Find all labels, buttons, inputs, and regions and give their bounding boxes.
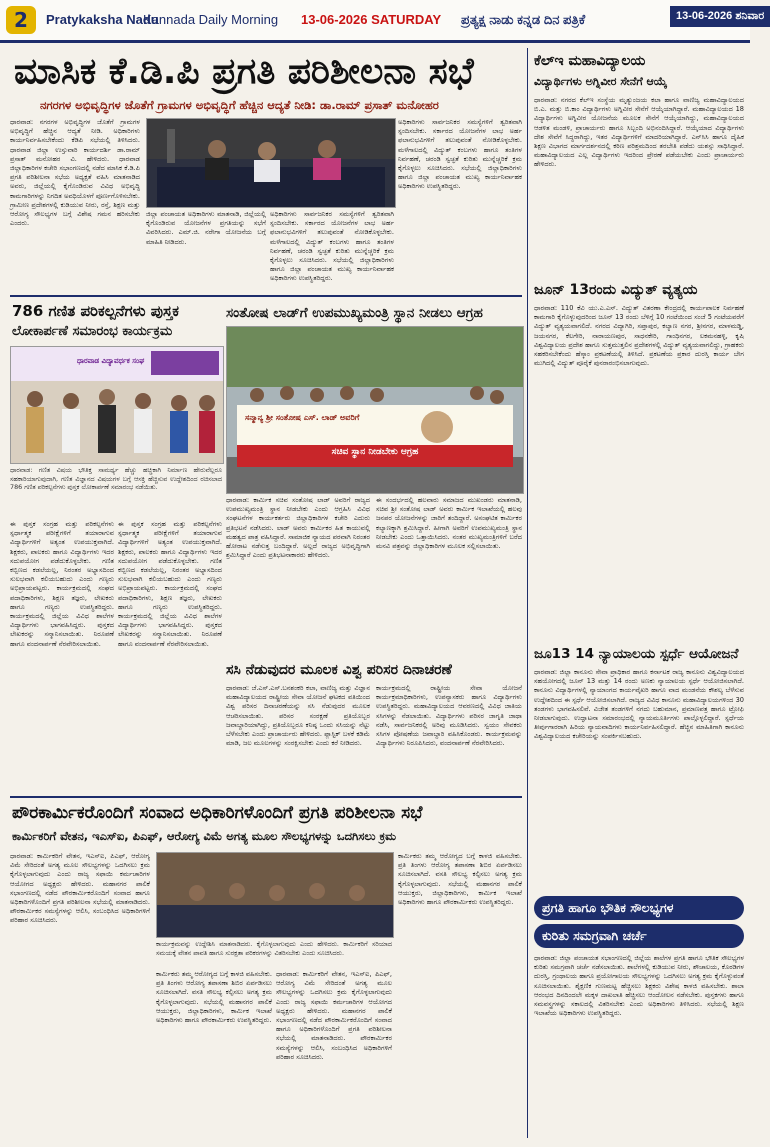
gk-caption: ಧಾರವಾಡ: ಗಣಿತ ವಿಷಯ ಭೌತಿಕ್ತ ಸಾಮರ್ಥ್ಯ ಹೆಚ್ಚು ಹಚ್ಚಿಕಾಗಿ ನಿರ್ಮಾಣ ಹೇರುವೆಲ್ಲರೂ ಸಹಕಾರಿಯಾಗುವುದಾಗಿ, ಗಣಿತ ವಿಜ್ಞಾನದ ವಿಷಯಗಳ ಬಗ್ಗೆ ಆಸಕ್ತಿ ಹೆಚ್ಚಿಸುವ ಉದ್ದೇಶದಿಂದ ರಚಿಸಲಾದ 786 ಗಣಿತ ಪರಿಕಲ್ಪನೆಗಳು ಪುಸ್ತಕ ಲೋಕಾರ್ಪಣೆ ಸಮಾರಂಭ ನಡೆಯಿತು. bbox=[10, 466, 222, 492]
lead-body-left: ಧಾರವಾಡ: ನಗರಗಳ ಅಭಿವೃದ್ಧಿಗಳ ಜೊತೆಗೆ ಗ್ರಾಮಗಳ ಅಭಿವೃದ್ಧಿಗೆ ಹೆಚ್ಚಿನ ಆದ್ಯತೆ ನೀಡಿ. ಅಧಿಕಾರಿಗಳು ಕಾರ್ಯನಿರ್ವಹಿಸಬೇಕೆಂದು ಕೆಡಿಪಿ ಸಭೆಯಲ್ಲಿ ತಿಳಿಸಿದರು. ಧಾರವಾಡ ಜಿಲ್ಲಾ ಉಸ್ತುವಾರಿ ಕಾರ್ಯದರ್ಶಿ ಡಾ.ರಾಮ್ ಪ್ರಸಾತ್ ಮನೋಹರ ವಿ. ಹೇಳಿದರು. ಧಾರವಾಡ ಜಿಲ್ಲಾಧಿಕಾರಿಗಳ ಕಚೇರಿ ಸಭಾಂಗಣದಲ್ಲಿ ನಡೆದ ಮಾಸಿಕ ಕೆ.ಡಿ.ಪಿ ಪ್ರಗತಿ ಪರಿಶೀಲನಾ ಸಭೆಯ ಅಧ್ಯಕ್ಷತೆ ವಹಿಸಿ ಮಾತನಾಡಿದ ಅವರು, ಜಿಲ್ಲೆಯಲ್ಲಿ ಕೈಗೊಂಡಿರುವ ವಿವಿಧ ಅಭಿವೃದ್ಧಿ ಕಾಮಗಾರಿಗಳನ್ನು ನಿಗದಿತ ಅವಧಿಯೊಳಗೆ ಪೂರ್ಣಗೊಳಿಸಬೇಕು. ಗ್ರಾಮೀಣ ಪ್ರದೇಶಗಳಲ್ಲಿ ಕುಡಿಯುವ ನೀರು, ರಸ್ತೆ, ಶಿಕ್ಷಣ ಮತ್ತು ಆರೋಗ್ಯ ಸೌಲಭ್ಯಗಳ ಬಗ್ಗೆ ವಿಶೇಷ ಗಮನ ಹರಿಸಬೇಕು ಎಂದರು. bbox=[10, 118, 140, 228]
page-number-badge: 2 bbox=[6, 6, 36, 34]
santosh-banner-line1: ಸನ್ಮಾನ್ಯ ಶ್ರೀ ಸಂತೋಷ ಎಸ್. ಲಾಡ್ ಅವರಿಗೆ bbox=[245, 413, 360, 422]
power-cut-headline: ಜೂನ್ 13ರಂದು ವಿದ್ಯುತ್ ವ್ಯತ್ಯಯ bbox=[534, 282, 698, 298]
pk-meeting-photo bbox=[157, 853, 393, 937]
gk-subhead: ಲೋಕಾರ್ಪಣೆ ಸಮಾರಂಭ ಕಾರ್ಯಕ್ರಮ bbox=[12, 324, 173, 339]
santosh-headline: ಸಂತೋಷ ಲಾಡ್‌ಗೆ ಉಪಮುಖ್ಯಮಂತ್ರಿ ಸ್ಥಾನ ನೀಡಲು ಆಗ್ರಹ bbox=[226, 305, 483, 321]
masthead bbox=[0, 0, 765, 43]
moot-court-headline: ಜೂ13 14 ನ್ಯಾಯಾಲಯ ಸ್ಪರ್ಧೆ ಆಯೋಜನೆ bbox=[534, 646, 739, 662]
santosh-photo bbox=[226, 326, 524, 494]
sasi-body-right: ಕಾರ್ಯಕ್ರಮದಲ್ಲಿ ರಾಷ್ಟ್ರೀಯ ಸೇವಾ ಯೋಜನೆ ಕಾರ್ಯಕ್ರಮಾಧಿಕಾರಿಗಳು, ಉಪನ್ಯಾಸಕರು ಹಾಗೂ ವಿದ್ಯಾರ್ಥಿಗಳು ಉಪಸ್ಥಿತರಿದ್ದರು. ಮಹಾವಿದ್ಯಾಲಯದ ಆವರಣದಲ್ಲಿ ವಿವಿಧ ಜಾತಿಯ ಸಸಿಗಳನ್ನು ನೆಡಲಾಯಿತು. ವಿದ್ಯಾರ್ಥಿಗಳು ಪರಿಸರ ಜಾಗೃತಿ ಜಾಥಾ ನಡೆಸಿ, ಸಾರ್ವಜನಿಕರಲ್ಲಿ ಅರಿವು ಮೂಡಿಸಿದರು. ಸ್ವಯಂ ಸೇವಕರು ಸಸಿಗಳ ಪೋಷಣೆಯ ಜವಾಬ್ದಾರಿ ವಹಿಸಿಕೊಂಡರು. ಕಾರ್ಯಕ್ರಮವನ್ನು ವಿದ್ಯಾರ್ಥಿಗಳು ನಿರೂಪಿಸಿದರು, ವಂದನಾರ್ಪಣೆ ನೆರವೇರಿಸಿದರು. bbox=[376, 684, 522, 748]
santosh-banner-line2: ಸಚಿವ ಸ್ಥಾನ ನೀಡಬೇಕು ಆಗ್ರಹ bbox=[331, 447, 419, 457]
pk-body-left: ಧಾರವಾಡ: ಕಾರ್ಮಿಕರಿಗೆ ವೇತನ, ಇಎಸ್‌ಐ, ಪಿಎಫ್, ಆರೋಗ್ಯ ವಿಮೆ ಸೇರಿದಂತೆ ಅಗತ್ಯ ಮೂಲ ಸೌಲಭ್ಯಗಳನ್ನು ಒದಗಿಸಲು ಕ್ರಮ ಕೈಗೊಳ್ಳಲಾಗುವುದು ಎಂದು ರಾಜ್ಯ ಸಫಾಯಿ ಕರ್ಮಚಾರಿಗಳ ಆಯೋಗದ ಅಧ್ಯಕ್ಷರು ಹೇಳಿದರು. ಮಹಾನಗರ ಪಾಲಿಕೆ ಸಭಾಂಗಣದಲ್ಲಿ ನಡೆದ ಪೌರಕಾರ್ಮಿಕರೊಂದಿಗೆ ಸಂವಾದ ಹಾಗೂ ಅಧಿಕಾರಿಗಳೊಂದಿಗೆ ಪ್ರಗತಿ ಪರಿಶೀಲನಾ ಸಭೆಯಲ್ಲಿ ಮಾತನಾಡಿದರು. ಪೌರಕಾರ್ಮಿಕರ ಸಮಸ್ಯೆಗಳನ್ನು ಆಲಿಸಿ, ಸಂಬಂಧಿಸಿದ ಅಧಿಕಾರಿಗಳಿಗೆ ಪರಿಹಾರ ಸೂಚಿಸಿದರು. bbox=[10, 852, 150, 925]
pk-photo-caption: ಕಾರ್ಯಕ್ರಮವನ್ನು ಉದ್ದೇಶಿಸಿ ಮಾತನಾಡಿದರು. ಕೈಗೊಳ್ಳಲಾಗುವುದು ಎಂದು ಹೇಳಿದರು. ಕಾರ್ಮಿಕರಿಗೆ ಸರಿಯಾದ ಸಮಯಕ್ಕೆ ವೇತನ ಪಾವತಿ ಹಾಗೂ ಸುರಕ್ಷತಾ ಪರಿಕರಗಳನ್ನು ವಿತರಿಸಬೇಕು ಎಂದು ಸೂಚಿಸಿದರು. bbox=[156, 940, 392, 957]
sasi-body-left: ಧಾರವಾಡ: ಜೆ.ಎಸ್.ಎಸ್.ಬನಶಂಕರಿ ಕಲಾ, ವಾಣಿಜ್ಯ ಮತ್ತು ವಿಜ್ಞಾನ ಮಹಾವಿದ್ಯಾಲಯದ ರಾಷ್ಟ್ರೀಯ ಸೇವಾ ಯೋಜನೆ ಘಟಕದ ವತಿಯಿಂದ ವಿಶ್ವ ಪರಿಸರ ದಿನಾಚರಣೆಯನ್ನು ಸಸಿ ನೆಡುವುದರ ಮೂಲಕ ಆಚರಿಸಲಾಯಿತು. ಪರಿಸರ ಸಂರಕ್ಷಣೆ ಪ್ರತಿಯೊಬ್ಬರ ಜವಾಬ್ದಾರಿಯಾಗಿದ್ದು, ಪ್ರತಿಯೊಬ್ಬರೂ ಕನಿಷ್ಠ ಒಂದು ಸಸಿಯನ್ನು ನೆಟ್ಟು ಬೆಳೆಸಬೇಕು ಎಂದು ಪ್ರಾಚಾರ್ಯರು ಹೇಳಿದರು. ಪ್ಲಾಸ್ಟಿಕ್ ಬಳಕೆ ಕಡಿಮೆ ಮಾಡಿ, ಜಲ ಮೂಲಗಳನ್ನು ಸಂರಕ್ಷಿಸಬೇಕು ಎಂದು ಕರೆ ನೀಡಿದರು. bbox=[226, 684, 370, 748]
paper-name-kannada: ಪ್ರತ್ಯಕ್ಷ ನಾಡು ಕನ್ನಡ ದಿನ ಪತ್ರಿಕೆ bbox=[461, 12, 586, 27]
lead-headline: ಮಾಸಿಕ ಕೆ.ಡಿ.ಪಿ ಪ್ರಗತಿ ಪರಿಶೀಲನಾ ಸಭೆ bbox=[14, 51, 474, 92]
lead-photo bbox=[146, 118, 396, 208]
pk-headline: ಪೌರಕಾರ್ಮಿಕರೊಂದಿಗೆ ಸಂವಾದ ಅಧಿಕಾರಿಗಳೊಂದಿಗೆ ಪ್ರಗತಿ ಪರಿಶೀಲನಾ ಸಭೆ bbox=[12, 803, 423, 823]
pk-body-mid2: ಧಾರವಾಡ: ಕಾರ್ಮಿಕರಿಗೆ ವೇತನ, ಇಎಸ್‌ಐ, ಪಿಎಫ್, ಆರೋಗ್ಯ ವಿಮೆ ಸೇರಿದಂತೆ ಅಗತ್ಯ ಮೂಲ ಸೌಲಭ್ಯಗಳನ್ನು ಒದಗಿಸಲು ಕ್ರಮ ಕೈಗೊಳ್ಳಲಾಗುವುದು ಎಂದು ರಾಜ್ಯ ಸಫಾಯಿ ಕರ್ಮಚಾರಿಗಳ ಆಯೋಗದ ಅಧ್ಯಕ್ಷರು ಹೇಳಿದರು. ಮಹಾನಗರ ಪಾಲಿಕೆ ಸಭಾಂಗಣದಲ್ಲಿ ನಡೆದ ಪೌರಕಾರ್ಮಿಕರೊಂದಿಗೆ ಸಂವಾದ ಹಾಗೂ ಅಧಿಕಾರಿಗಳೊಂದಿಗೆ ಪ್ರಗತಿ ಪರಿಶೀಲನಾ ಸಭೆಯಲ್ಲಿ ಮಾತನಾಡಿದರು. ಪೌರಕಾರ್ಮಿಕರ ಸಮಸ್ಯೆಗಳನ್ನು ಆಲಿಸಿ, ಸಂಬಂಧಿಸಿದ ಅಧಿಕಾರಿಗಳಿಗೆ ಪರಿಹಾರ ಸೂಚಿಸಿದರು. bbox=[276, 970, 392, 1061]
meeting-photo bbox=[147, 119, 395, 207]
section-divider-2 bbox=[10, 796, 522, 798]
paper-name: Pratykaksha Nadu bbox=[46, 12, 159, 27]
lead-body-right-col: ಅಧಿಕಾರಿಗಳು ಸಾರ್ವಜನಿಕರ ಸಮಸ್ಯೆಗಳಿಗೆ ತ್ವರಿತವಾಗಿ ಸ್ಪಂದಿಸಬೇಕು. ಸರ್ಕಾರದ ಯೋಜನೆಗಳ ಲಾಭ ಅರ್ಹ ಫಲಾನುಭವಿಗಳಿಗೆ ತಲುಪುವಂತೆ ನೋಡಿಕೊಳ್ಳಬೇಕು. ಮಳೆಗಾಲದಲ್ಲಿ ವಿದ್ಯುತ್ ಕಂಬಗಳು ಹಾಗೂ ತಂತಿಗಳ ನಿರ್ವಹಣೆ, ಚರಂಡಿ ಸ್ವಚ್ಛತೆ ಕುರಿತು ಮುನ್ನೆಚ್ಚರಿಕೆ ಕ್ರಮ ಕೈಗೊಳ್ಳಲು ಸೂಚಿಸಿದರು. ಸಭೆಯಲ್ಲಿ ಜಿಲ್ಲಾಧಿಕಾರಿಗಳು ಹಾಗೂ ಜಿಲ್ಲಾ ಪಂಚಾಯತ ಮುಖ್ಯ ಕಾರ್ಯನಿರ್ವಾಹಕ ಅಧಿಕಾರಿಗಳು ಉಪಸ್ಥಿತರಿದ್ದರು. bbox=[398, 118, 522, 191]
pk-photo bbox=[156, 852, 394, 938]
lead-subhead: ನಗರಗಳ ಅಭಿವೃದ್ಧಿಗಳ ಜೊತೆಗೆ ಗ್ರಾಮಗಳ ಅಭಿವೃದ್ಧಿಗೆ ಹೆಚ್ಚಿನ ಆದ್ಯತೆ ನೀಡಿ: ಡಾ.ರಾಮ್ ಪ್ರಸಾತ್ ಮನೋಹರ bbox=[40, 98, 439, 112]
kle-body: ಧಾರವಾಡ: ನಗರದ ಕೆಲ್‌ಇ ಸಂಸ್ಥೆಯ ಮೃತ್ಯುಂಜಯ ಕಲಾ ಹಾಗೂ ವಾಣಿಜ್ಯ ಮಹಾವಿದ್ಯಾಲಯದ ಬಿ.ಎ. ಮತ್ತು ಬಿ.ಕಾಂ ವಿದ್ಯಾರ್ಥಿಗಳು ಅಗ್ನಿವೀರ ಸೇನೆಗೆ ಆಯ್ಕೆಯಾಗಿದ್ದಾರೆ. ಮಹಾವಿದ್ಯಾಲಯದ 18 ವಿದ್ಯಾರ್ಥಿಗಳು ಅಗ್ನಿವೀರ ಯೋಜನೆಯ ಮೂಲಕ ಸೇನೆಗೆ ಆಯ್ಕೆಯಾಗಿದ್ದು, ಮಹಾವಿದ್ಯಾಲಯದ ಆಡಳಿತ ಮಂಡಳಿ, ಪ್ರಾಚಾರ್ಯರು ಹಾಗೂ ಸಿಬ್ಬಂದಿ ಅಭಿನಂದಿಸಿದ್ದಾರೆ. ಆಯ್ಕೆಯಾದ ವಿದ್ಯಾರ್ಥಿಗಳು ದೇಶ ಸೇವೆಗೆ ಸಿದ್ಧರಾಗಿದ್ದು, ಇತರ ವಿದ್ಯಾರ್ಥಿಗಳಿಗೆ ಮಾದರಿಯಾಗಿದ್ದಾರೆ. ಎನ್‌ಸಿಸಿ ಹಾಗೂ ದೈಹಿಕ ಶಿಕ್ಷಣ ವಿಭಾಗದ ಮಾರ್ಗದರ್ಶನದಲ್ಲಿ ಕಠಿಣ ಪರಿಶ್ರಮದಿಂದ ತರಬೇತಿ ಪಡೆದು ಯಶಸ್ಸು ಸಾಧಿಸಿದ್ದಾರೆ. ಮಹಾವಿದ್ಯಾಲಯದ ಎಲ್ಲ ವಿದ್ಯಾರ್ಥಿಗಳು ಇದರಿಂದ ಪ್ರೇರಣೆ ಪಡೆಯಬೇಕು ಎಂದು ಪ್ರಾಚಾರ್ಯರು ಹೇಳಿದರು. bbox=[534, 96, 744, 169]
paper-subtitle: Kannada Daily Morning bbox=[143, 12, 279, 27]
column-rule bbox=[527, 48, 528, 1138]
kle-headline-line2: ವಿದ್ಯಾರ್ಥಿಗಳು ಅಗ್ನಿವೀರ ಸೇನೆಗೆ ಆಯ್ಕೆ bbox=[534, 75, 668, 88]
gk-headline: 786 ಗಣಿತ ಪರಿಕಲ್ಪನೆಗಳು ಪುಸ್ತಕ bbox=[12, 302, 179, 320]
kle-headline-line1: ಕೆಲ್‌ಇ ಮಹಾವಿದ್ಯಾಲಯ bbox=[534, 53, 646, 69]
santosh-body-left: ಧಾರವಾಡ: ಕಾರ್ಮಿಕ ಸಚಿವ ಸಂತೋಷ ಲಾಡ್ ಅವರಿಗೆ ರಾಜ್ಯದ ಉಪಮುಖ್ಯಮಂತ್ರಿ ಸ್ಥಾನ ನೀಡಬೇಕು ಎಂದು ಆಗ್ರಹಿಸಿ ವಿವಿಧ ಸಂಘಟನೆಗಳ ಕಾರ್ಯಕರ್ತರು ಜಿಲ್ಲಾಧಿಕಾರಿಗಳ ಕಚೇರಿ ಎದುರು ಪ್ರತಿಭಟನೆ ನಡೆಸಿದರು. ಲಾಡ್ ಅವರು ಕಾರ್ಮಿಕರ ಹಿತ ಕಾಯುವಲ್ಲಿ ಮಹತ್ವದ ಪಾತ್ರ ವಹಿಸಿದ್ದಾರೆ. ಸಾಮಾಜಿಕ ನ್ಯಾಯದ ಪರವಾಗಿ ನಿರಂತರ ಹೋರಾಟ ನಡೆಸುತ್ತ ಬಂದಿದ್ದಾರೆ. ಅಲ್ಲದೆ ರಾಜ್ಯದ ಅಭಿವೃದ್ಧಿಗಾಗಿ ಶ್ರಮಿಸಿದ್ದಾರೆ ಎಂದು ಪ್ರತಿಭಟನಾಕಾರರು ಹೇಳಿದರು. bbox=[226, 496, 370, 560]
pk-body-mid: ಕಾರ್ಮಿಕರು ತಮ್ಮ ಆರೋಗ್ಯದ ಬಗ್ಗೆ ಕಾಳಜಿ ವಹಿಸಬೇಕು. ಪ್ರತಿ ತಿಂಗಳು ಆರೋಗ್ಯ ತಪಾಸಣಾ ಶಿಬಿರ ಏರ್ಪಡಿಸಲು ಸೂಚಿಸಲಾಗಿದೆ. ವಸತಿ ಸೌಲಭ್ಯ ಕಲ್ಪಿಸಲು ಅಗತ್ಯ ಕ್ರಮ ಕೈಗೊಳ್ಳಲಾಗುವುದು. ಸಭೆಯಲ್ಲಿ ಮಹಾನಗರ ಪಾಲಿಕೆ ಆಯುಕ್ತರು, ಜಿಲ್ಲಾಧಿಕಾರಿಗಳು, ಕಾರ್ಮಿಕ ಇಲಾಖೆ ಅಧಿಕಾರಿಗಳು ಹಾಗೂ ಪೌರಕಾರ್ಮಿಕರು ಉಪಸ್ಥಿತರಿದ್ದರು. bbox=[156, 970, 272, 1025]
date-line: 13-06-2026 SATURDAY bbox=[301, 12, 442, 27]
protest-photo bbox=[227, 327, 523, 493]
power-cut-body: ಧಾರವಾಡ: 110 ಕೆವಿ ಯು.ಎ.ಎಸ್. ವಿದ್ಯುತ್ ವಿತರಣಾ ಕೇಂದ್ರದಲ್ಲಿ ಕಾರ್ಯಪಾಲಕ ನಿರ್ವಹಣೆ ಕಾಮಗಾರಿ ಕೈಗೊಳ್ಳುವುದರಿಂದ ಜೂನ್ 13 ರಂದು ಬೆಳಿಗ್ಗೆ 10 ಗಂಟೆಯಿಂದ ಸಂಜೆ 5 ಗಂಟೆಯವರೆಗೆ ವಿದ್ಯುತ್ ವ್ಯತ್ಯಯವಾಗಲಿದೆ. ನಗರದ ವಿದ್ಯಾಗಿರಿ, ಸಪ್ತಾಪುರ, ಕಲ್ಯಾಣ ನಗರ, ಶ್ರೀನಗರ, ಮಾಳಮಡ್ಡಿ, ಜಯನಗರ, ಕೆಲಗೇರಿ, ನಾರಾಯಣಪುರ, ಸಾಧನಕೇರಿ, ಗಾಂಧಿನಗರ, ಲಕಮನಹಳ್ಳಿ, ಕೃಷಿ ವಿಶ್ವವಿದ್ಯಾಲಯ ಪ್ರದೇಶ ಹಾಗೂ ಸುತ್ತಮುತ್ತಲಿನ ಪ್ರದೇಶಗಳಲ್ಲಿ ವಿದ್ಯುತ್ ವ್ಯತ್ಯಯವಾಗಲಿದ್ದು, ಗ್ರಾಹಕರು ಸಹಕರಿಸಬೇಕೆಂದು ಹೆಸ್ಕಾಂ ಪ್ರಕಟಣೆಯಲ್ಲಿ ತಿಳಿಸಿದೆ. ಪ್ರಕಟಣೆಯ ಪ್ರಕಾರ ದುರಸ್ತಿ ಕಾರ್ಯ ಬೇಗ ಮುಗಿದಲ್ಲಿ ವಿದ್ಯುತ್ ಪೂರೈಕೆ ಪುನರಾರಂಭಿಸಲಾಗುವುದು. bbox=[534, 304, 744, 368]
gk-banner-text: ಧಾರವಾಡ ವಿದ್ಯಾವರ್ಧಕ ಸಂಘ bbox=[77, 357, 145, 365]
sasi-headline: ಸಸಿ ನೆಡುವುದರ ಮೂಲಕ ವಿಶ್ವ ಪರಿಸರ ದಿನಾಚರಣೆ bbox=[226, 662, 452, 678]
lead-body-mid: ಜಿಲ್ಲಾ ಪಂಚಾಯತ ಅಧಿಕಾರಿಗಳು ಮಾತನಾಡಿ, ಜಿಲ್ಲೆಯಲ್ಲಿ ಕೈಗೊಂಡಿರುವ ಯೋಜನೆಗಳ ಪ್ರಗತಿಯನ್ನು ಸಭೆಗೆ ವಿವರಿಸಿದರು. ಎಮ್.ಜಿ. ನರೇಗಾ ಯೋಜನೆಯ ಬಗ್ಗೆ ಮಾಹಿತಿ ನೀಡಿದರು. bbox=[146, 210, 266, 246]
pk-body-right: ಕಾರ್ಮಿಕರು ತಮ್ಮ ಆರೋಗ್ಯದ ಬಗ್ಗೆ ಕಾಳಜಿ ವಹಿಸಬೇಕು. ಪ್ರತಿ ತಿಂಗಳು ಆರೋಗ್ಯ ತಪಾಸಣಾ ಶಿಬಿರ ಏರ್ಪಡಿಸಲು ಸೂಚಿಸಲಾಗಿದೆ. ವಸತಿ ಸೌಲಭ್ಯ ಕಲ್ಪಿಸಲು ಅಗತ್ಯ ಕ್ರಮ ಕೈಗೊಳ್ಳಲಾಗುವುದು. ಸಭೆಯಲ್ಲಿ ಮಹಾನಗರ ಪಾಲಿಕೆ ಆಯುಕ್ತರು, ಜಿಲ್ಲಾಧಿಕಾರಿಗಳು, ಕಾರ್ಮಿಕ ಇಲಾಖೆ ಅಧಿಕಾರಿಗಳು ಹಾಗೂ ಪೌರಕಾರ್ಮಿಕರು ಉಪಸ್ಥಿತರಿದ್ದರು. bbox=[398, 852, 522, 907]
gk-body-col2: ಈ ಪುಸ್ತಕ ಸಂಗ್ರಹ ಮತ್ತು ಪರಿಕಲ್ಪನೆಗಳು ಸ್ಪರ್ಧಾತ್ಮಕ ಪರೀಕ್ಷೆಗಳಿಗೆ ತಯಾರಾಗುವ ವಿದ್ಯಾರ್ಥಿಗಳಿಗೆ ಅತ್ಯಂತ ಉಪಯುಕ್ತವಾಗಿದೆ. ಶಿಕ್ಷಕರು, ಪಾಲಕರು ಹಾಗೂ ವಿದ್ಯಾರ್ಥಿಗಳು ಇದರ ಸದುಪಯೋಗ ಪಡೆದುಕೊಳ್ಳಬೇಕು. ಗಣಿತ ಕಬ್ಬಿಣದ ಕಡಲೆಯಲ್ಲ, ನಿರಂತರ ಅಭ್ಯಾಸದಿಂದ ಸುಲಭವಾಗಿ ಕಲಿಯಬಹುದು ಎಂದು ಗಣ್ಯರು ಅಭಿಪ್ರಾಯಪಟ್ಟರು. ಕಾರ್ಯಕ್ರಮದಲ್ಲಿ ಸಂಘದ ಪದಾಧಿಕಾರಿಗಳು, ಶಿಕ್ಷಣ ತಜ್ಞರು, ಲೇಖಕರು ಹಾಗೂ ಗಣ್ಯರು ಉಪಸ್ಥಿತರಿದ್ದರು. ಕಾರ್ಯಕ್ರಮದಲ್ಲಿ ಜಿಲ್ಲೆಯ ವಿವಿಧ ಶಾಲೆಗಳ ವಿದ್ಯಾರ್ಥಿಗಳು ಭಾಗವಹಿಸಿದ್ದರು. ಪುಸ್ತಕದ ಲೇಖಕರನ್ನು ಸನ್ಮಾನಿಸಲಾಯಿತು. ನಿರೂಪಣೆ ಹಾಗೂ ವಂದನಾರ್ಪಣೆ ನೆರವೇರಿಸಲಾಯಿತು. bbox=[118, 520, 222, 648]
pk-subhead: ಕಾರ್ಮಿಕರಿಗೆ ವೇತನ, ಇಎಸ್‌ಐ, ಪಿಎಫ್, ಆರೋಗ್ಯ ವಿಮೆ ಅಗತ್ಯ ಮೂಲ ಸೌಲಭ್ಯಗಳನ್ನು ಒದಗಿಸಲು ಕ್ರಮ bbox=[12, 829, 397, 843]
lead-body-right: ಅಧಿಕಾರಿಗಳು ಸಾರ್ವಜನಿಕರ ಸಮಸ್ಯೆಗಳಿಗೆ ತ್ವರಿತವಾಗಿ ಸ್ಪಂದಿಸಬೇಕು. ಸರ್ಕಾರದ ಯೋಜನೆಗಳ ಲಾಭ ಅರ್ಹ ಫಲಾನುಭವಿಗಳಿಗೆ ತಲುಪುವಂತೆ ನೋಡಿಕೊಳ್ಳಬೇಕು. ಮಳೆಗಾಲದಲ್ಲಿ ವಿದ್ಯುತ್ ಕಂಬಗಳು ಹಾಗೂ ತಂತಿಗಳ ನಿರ್ವಹಣೆ, ಚರಂಡಿ ಸ್ವಚ್ಛತೆ ಕುರಿತು ಮುನ್ನೆಚ್ಚರಿಕೆ ಕ್ರಮ ಕೈಗೊಳ್ಳಲು ಸೂಚಿಸಿದರು. ಸಭೆಯಲ್ಲಿ ಜಿಲ್ಲಾಧಿಕಾರಿಗಳು ಹಾಗೂ ಜಿಲ್ಲಾ ಪಂಚಾಯತ ಮುಖ್ಯ ಕಾರ್ಯನಿರ್ವಾಹಕ ಅಧಿಕಾರಿಗಳು ಉಪಸ್ಥಿತರಿದ್ದರು. bbox=[270, 210, 394, 283]
gk-body-col1: ಈ ಪುಸ್ತಕ ಸಂಗ್ರಹ ಮತ್ತು ಪರಿಕಲ್ಪನೆಗಳು ಸ್ಪರ್ಧಾತ್ಮಕ ಪರೀಕ್ಷೆಗಳಿಗೆ ತಯಾರಾಗುವ ವಿದ್ಯಾರ್ಥಿಗಳಿಗೆ ಅತ್ಯಂತ ಉಪಯುಕ್ತವಾಗಿದೆ. ಶಿಕ್ಷಕರು, ಪಾಲಕರು ಹಾಗೂ ವಿದ್ಯಾರ್ಥಿಗಳು ಇದರ ಸದುಪಯೋಗ ಪಡೆದುಕೊಳ್ಳಬೇಕು. ಗಣಿತ ಕಬ್ಬಿಣದ ಕಡಲೆಯಲ್ಲ, ನಿರಂತರ ಅಭ್ಯಾಸದಿಂದ ಸುಲಭವಾಗಿ ಕಲಿಯಬಹುದು ಎಂದು ಗಣ್ಯರು ಅಭಿಪ್ರಾಯಪಟ್ಟರು. ಕಾರ್ಯಕ್ರಮದಲ್ಲಿ ಸಂಘದ ಪದಾಧಿಕಾರಿಗಳು, ಶಿಕ್ಷಣ ತಜ್ಞರು, ಲೇಖಕರು ಹಾಗೂ ಗಣ್ಯರು ಉಪಸ್ಥಿತರಿದ್ದರು. ಕಾರ್ಯಕ್ರಮದಲ್ಲಿ ಜಿಲ್ಲೆಯ ವಿವಿಧ ಶಾಲೆಗಳ ವಿದ್ಯಾರ್ಥಿಗಳು ಭಾಗವಹಿಸಿದ್ದರು. ಪುಸ್ತಕದ ಲೇಖಕರನ್ನು ಸನ್ಮಾನಿಸಲಾಯಿತು. ನಿರೂಪಣೆ ಹಾಗೂ ವಂದನಾರ್ಪಣೆ ನೆರವೇರಿಸಲಾಯಿತು. bbox=[10, 520, 114, 648]
section-divider bbox=[10, 295, 522, 297]
progress-headline-line2: ಕುರಿತು ಸಮಗ್ರವಾಗಿ ಚರ್ಚೆ bbox=[534, 924, 744, 948]
moot-court-body: ಧಾರವಾಡ: ಜಿಲ್ಲಾ ಕಾನೂನು ಸೇವಾ ಪ್ರಾಧಿಕಾರ ಹಾಗೂ ಕರ್ನಾಟಕ ರಾಜ್ಯ ಕಾನೂನು ವಿಶ್ವವಿದ್ಯಾಲಯದ ಸಹಯೋಗದಲ್ಲಿ ಜೂನ್ 13 ಮತ್ತು 14 ರಂದು ಅಣಕು ನ್ಯಾಯಾಲಯ ಸ್ಪರ್ಧೆ ಆಯೋಜಿಸಲಾಗಿದೆ. ಕಾನೂನು ವಿದ್ಯಾರ್ಥಿಗಳಲ್ಲಿ ನ್ಯಾಯಾಂಗದ ಕಾರ್ಯವೈಖರಿ ಹಾಗೂ ವಾದ ಮಂಡನೆಯ ಕೌಶಲ್ಯ ಬೆಳೆಸುವ ಉದ್ದೇಶದಿಂದ ಈ ಸ್ಪರ್ಧೆ ಆಯೋಜಿಸಲಾಗಿದೆ. ರಾಜ್ಯದ ವಿವಿಧ ಕಾನೂನು ಮಹಾವಿದ್ಯಾಲಯಗಳಿಂದ 30 ತಂಡಗಳು ಭಾಗವಹಿಸಲಿವೆ. ವಿಜೇತ ತಂಡಗಳಿಗೆ ನಗದು ಬಹುಮಾನ, ಪ್ರಮಾಣಪತ್ರ ಹಾಗೂ ಟ್ರೋಫಿ ನೀಡಲಾಗುವುದು. ಉದ್ಘಾಟನಾ ಸಮಾರಂಭದಲ್ಲಿ ನ್ಯಾಯಮೂರ್ತಿಗಳು ಪಾಲ್ಗೊಳ್ಳಲಿದ್ದಾರೆ. ಸ್ಪರ್ಧೆಯ ತೀರ್ಪುಗಾರರಾಗಿ ಹಿರಿಯ ನ್ಯಾಯವಾದಿಗಳು ಕಾರ್ಯನಿರ್ವಹಿಸಲಿದ್ದಾರೆ. ಹೆಚ್ಚಿನ ಮಾಹಿತಿಗಾಗಿ ಕಾನೂನು ವಿಶ್ವವಿದ್ಯಾಲಯದ ಕಚೇರಿಯನ್ನು ಸಂಪರ್ಕಿಸಬಹುದು. bbox=[534, 668, 744, 741]
progress-body: ಧಾರವಾಡ: ಜಿಲ್ಲಾ ಪಂಚಾಯತ ಸಭಾಂಗಣದಲ್ಲಿ ಜಿಲ್ಲೆಯ ಶಾಲೆಗಳ ಪ್ರಗತಿ ಹಾಗೂ ಭೌತಿಕ ಸೌಲಭ್ಯಗಳ ಕುರಿತು ಸಮಗ್ರವಾಗಿ ಚರ್ಚೆ ನಡೆಸಲಾಯಿತು. ಶಾಲೆಗಳಲ್ಲಿ ಕುಡಿಯುವ ನೀರು, ಶೌಚಾಲಯ, ಕೊಠಡಿಗಳ ದುರಸ್ತಿ, ಗ್ರಂಥಾಲಯ ಹಾಗೂ ಪ್ರಯೋಗಾಲಯ ಸೌಲಭ್ಯಗಳನ್ನು ಒದಗಿಸಲು ಅಗತ್ಯ ಕ್ರಮ ಕೈಗೊಳ್ಳುವಂತೆ ಸೂಚಿಸಲಾಯಿತು. ಶೈಕ್ಷಣಿಕ ಗುಣಮಟ್ಟ ಹೆಚ್ಚಿಸಲು ಶಿಕ್ಷಕರು ವಿಶೇಷ ಕಾಳಜಿ ವಹಿಸಬೇಕು. ಶಾಲಾ ಆರಂಭದ ದಿನದಿಂದಲೇ ಮಕ್ಕಳ ದಾಖಲಾತಿ ಹೆಚ್ಚಿಸಲು ಆಂದೋಲನ ನಡೆಸಬೇಕು. ಪುಸ್ತಕಗಳು ಹಾಗೂ ಸಮವಸ್ತ್ರಗಳನ್ನು ಸಕಾಲದಲ್ಲಿ ವಿತರಿಸಬೇಕು ಎಂದು ಅಧಿಕಾರಿಗಳು ತಿಳಿಸಿದರು. ಸಭೆಯಲ್ಲಿ ಶಿಕ್ಷಣ ಇಲಾಖೆಯ ಅಧಿಕಾರಿಗಳು ಉಪಸ್ಥಿತರಿದ್ದರು. bbox=[534, 954, 744, 1018]
date-badge-kannada: 13-06-2026 ಶನಿವಾರ bbox=[670, 6, 770, 27]
progress-headline-line1: ಪ್ರಗತಿ ಹಾಗೂ ಭೌತಿಕ ಸೌಲಭ್ಯಗಳ bbox=[534, 896, 744, 920]
santosh-body-right: ಈ ಸಂದರ್ಭದಲ್ಲಿ ಹಲವಾರು ಸಮಾಜದ ಮುಖಂಡರು ಮಾತನಾಡಿ, ಸಚಿವ ಶ್ರೀ ಸಂತೋಷ ಲಾಡ್ ಅವರು ಕಾರ್ಮಿಕ ಇಲಾಖೆಯಲ್ಲಿ ಹಲವು ಜನಪರ ಯೋಜನೆಗಳನ್ನು ಜಾರಿಗೆ ತಂದಿದ್ದಾರೆ. ಅಸಂಘಟಿತ ಕಾರ್ಮಿಕರ ಕಲ್ಯಾಣಕ್ಕಾಗಿ ಶ್ರಮಿಸಿದ್ದಾರೆ. ಹೀಗಾಗಿ ಅವರಿಗೆ ಉಪಮುಖ್ಯಮಂತ್ರಿ ಸ್ಥಾನ ನೀಡಬೇಕು ಎಂದು ಒತ್ತಾಯಿಸಿದರು. ನಂತರ ಮುಖ್ಯಮಂತ್ರಿಗಳಿಗೆ ಬರೆದ ಮನವಿ ಪತ್ರವನ್ನು ಜಿಲ್ಲಾಧಿಕಾರಿಗಳ ಮೂಲಕ ಸಲ್ಲಿಸಲಾಯಿತು. bbox=[376, 496, 522, 551]
gk-photo bbox=[10, 346, 224, 464]
